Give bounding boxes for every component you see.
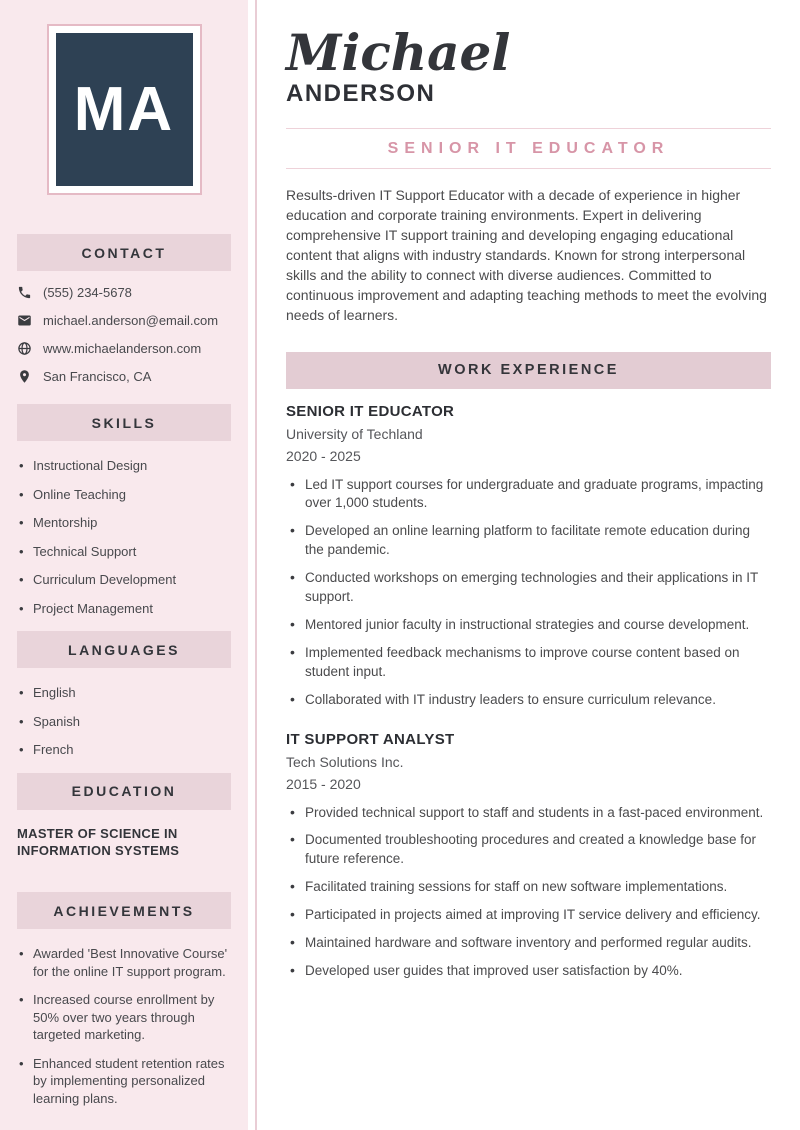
- education-section-header: [17, 773, 231, 810]
- job-bullet-list: [286, 804, 771, 981]
- job-bullet: • Developed user guides that improved user satisfaction by 40%.: [286, 962, 771, 981]
- language-item: • Spanish: [17, 713, 231, 731]
- professional-summary: Results-driven IT Support Educator with a decade of experience in higher education and corporate training environments. Expert in delivering comprehensive IT support training and developing engaging educational content that aligns with industry standards. Known for strong interpersonal skills and the ability to connect with diverse audiences. Committed to continuous improvement and adapting teaching methods to meet the evolving needs of learners.: [286, 186, 767, 324]
- main-content: [286, 0, 771, 990]
- job-bullet: • Mentored junior faculty in instructional strategies and course development.: [286, 616, 771, 635]
- first-name: Michael: [286, 23, 511, 82]
- job-entry: [286, 731, 771, 981]
- skill-item: • Curriculum Development: [17, 571, 231, 589]
- job-bullet: • Developed an online learning platform to facilitate remote education during the pandemic.: [286, 522, 771, 560]
- job-bullet: • Provided technical support to staff and students in a fast-paced environment.: [286, 804, 771, 823]
- job-company: Tech Solutions Inc.: [286, 753, 404, 770]
- work-experience-title: WORK EXPERIENCE: [438, 362, 619, 379]
- phone-icon: [17, 285, 32, 300]
- skill-item: • Mentorship: [17, 514, 231, 532]
- skills-list: [17, 457, 231, 617]
- location-text: San Francisco, CA: [43, 369, 152, 384]
- contact-section-title: CONTACT: [81, 244, 167, 261]
- sidebar-divider-line: [255, 0, 257, 1130]
- skill-item: • Technical Support: [17, 543, 231, 561]
- job-bullet: • Documented troubleshooting procedures and created a knowledge base for future reference.: [286, 831, 771, 869]
- job-dates: 2020 - 2025: [286, 447, 361, 464]
- contact-list: [17, 285, 231, 384]
- headline-rule-bottom: [286, 168, 771, 169]
- job-bullet: • Collaborated with IT industry leaders to ensure curriculum relevance.: [286, 691, 771, 710]
- language-item: • French: [17, 741, 231, 759]
- contact-section-header: [17, 234, 231, 271]
- location-icon: [17, 369, 32, 384]
- languages-section-header: [17, 631, 231, 668]
- achievements-section-header: [17, 892, 231, 929]
- job-bullet: • Implemented feedback mechanisms to improve course content based on student input.: [286, 644, 771, 682]
- monogram-avatar: [56, 33, 193, 186]
- contact-item-email: [17, 313, 231, 328]
- last-name: ANDERSON: [286, 79, 436, 107]
- job-bullet: • Led IT support courses for undergraduate and graduate programs, impacting over 1,000 students.: [286, 476, 771, 514]
- job-bullet-list: [286, 476, 771, 710]
- profile-photo-frame: [47, 24, 202, 195]
- contact-item-website: [17, 341, 231, 356]
- website-url: www.michaelanderson.com: [43, 341, 202, 356]
- contact-item-phone: [17, 285, 231, 300]
- email-icon: [17, 313, 32, 328]
- work-experience-header: [286, 352, 771, 389]
- languages-section-title: LANGUAGES: [68, 641, 180, 658]
- job-company: University of Techland: [286, 425, 423, 442]
- achievement-item: • Increased course enrollment by 50% over two years through targeted marketing.: [17, 991, 231, 1044]
- job-bullet: • Participated in projects aimed at improving IT service delivery and efficiency.: [286, 906, 771, 925]
- achievements-section-title: ACHIEVEMENTS: [53, 902, 195, 919]
- achievement-item: • Enhanced student retention rates by implementing personalized learning plans.: [17, 1055, 231, 1108]
- phone-number: (555) 234-5678: [43, 285, 132, 300]
- languages-list: [17, 684, 231, 759]
- job-dates: 2015 - 2020: [286, 775, 361, 792]
- skill-item: • Instructional Design: [17, 457, 231, 475]
- education-section-title: EDUCATION: [71, 783, 177, 800]
- email-address: michael.anderson@email.com: [43, 313, 219, 328]
- job-bullet: • Conducted workshops on emerging technologies and their applications in IT support.: [286, 569, 771, 607]
- globe-icon: [17, 341, 32, 356]
- skills-section-title: SKILLS: [91, 414, 157, 431]
- skill-item: • Online Teaching: [17, 486, 231, 504]
- job-headline: SENIOR IT EDUCATOR: [387, 139, 670, 157]
- headline-rule-top: [286, 128, 771, 129]
- achievement-item: • Awarded 'Best Innovative Course' for the online IT support program.: [17, 945, 231, 980]
- language-item: • English: [17, 684, 231, 702]
- job-title: SENIOR IT EDUCATOR: [286, 402, 455, 420]
- job-bullet: • Maintained hardware and software inventory and performed regular audits.: [286, 934, 771, 953]
- achievements-list: [17, 945, 231, 1107]
- degree-title: MASTER OF SCIENCE IN INFORMATION SYSTEMS: [17, 825, 180, 859]
- contact-item-location: [17, 369, 231, 384]
- job-bullet: • Facilitated training sessions for staff on new software implementations.: [286, 878, 771, 897]
- skills-section-header: [17, 404, 231, 441]
- sidebar: [0, 0, 248, 1130]
- monogram-initials: MA: [73, 75, 175, 144]
- skill-item: • Project Management: [17, 600, 231, 618]
- job-title: IT SUPPORT ANALYST: [286, 730, 455, 748]
- job-entry: [286, 403, 771, 710]
